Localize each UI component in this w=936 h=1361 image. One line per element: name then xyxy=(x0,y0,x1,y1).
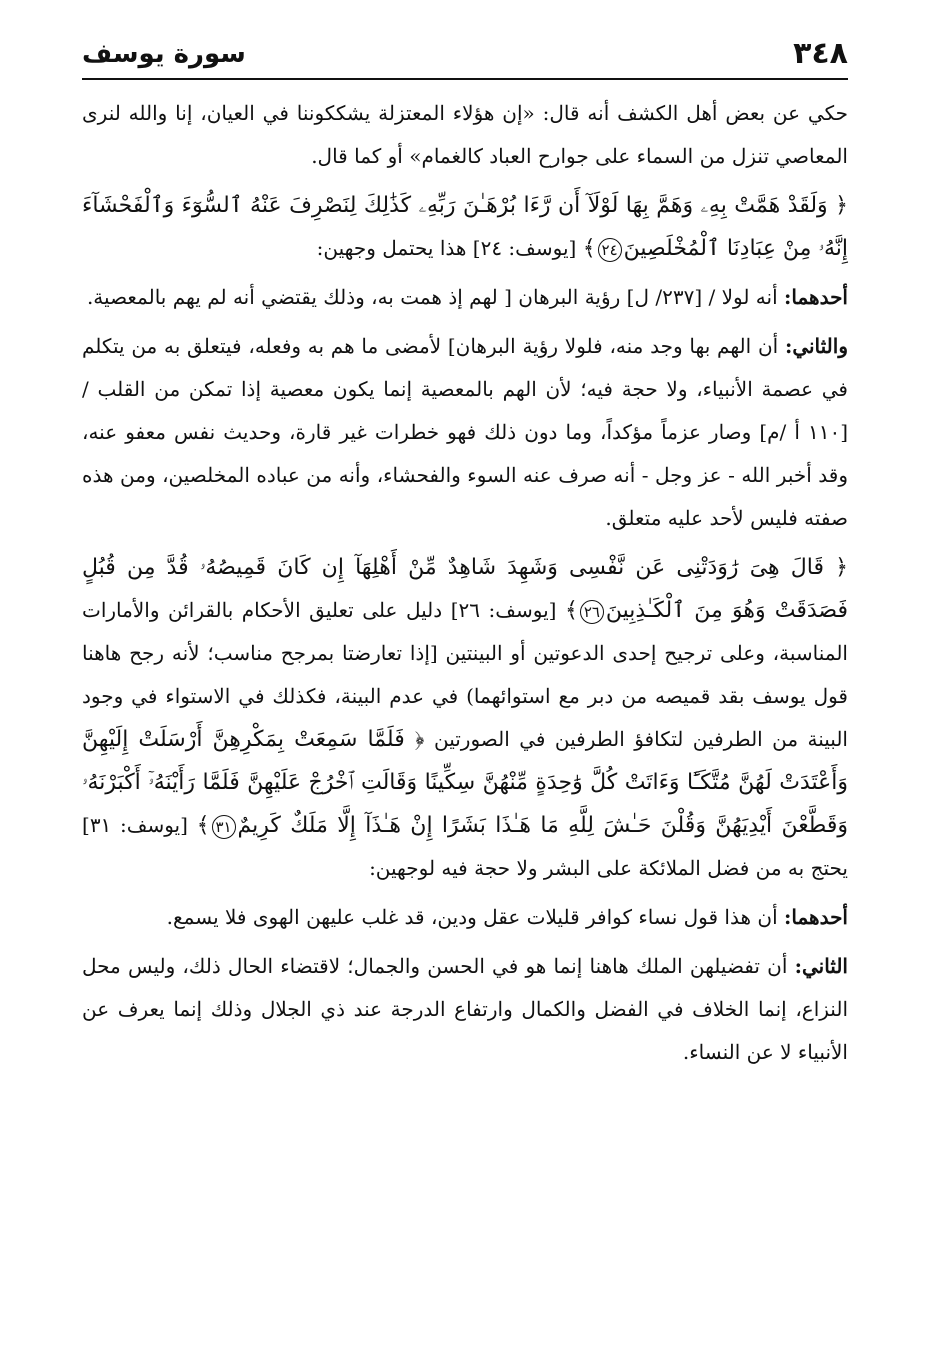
body-text: حكي عن بعض أهل الكشف أنه قال: «إن هؤلاء المعتزلة يشككوننا في العيان، إنا والله لنرى المعاصي تنزل من السماء على جوارح العباد كالغمام» أو كما قال. xyxy=(82,101,848,168)
paragraph-p4 xyxy=(82,325,848,540)
body-text: أن الهم بها وجد منه، فلولا رؤية البرهان] لأمضى ما هم به وفعله، فيتعلق به من يتكلم في عصمة الأنبياء، ولا حجة فيه؛ لأن الهم بالمعصية إنما يكون معصية إذا تمكن من القلب / [١١٠ أ /م] وصار عزماً مؤكداً، وما دون ذلك فهو خطرات غير قارة، وحديث نفس معفو عنه، وقد أخبر الله - عز وجل - أنه صرف عنه السوء والفحشاء، وأنه من عباده المخلصين، ومن هذه صفته فليس لأحد عليه متعلق. xyxy=(82,334,848,530)
page-header xyxy=(82,30,848,80)
quran-verse: ﴿ قَالَ هِىَ رَٰوَدَتْنِى عَن نَّفْسِى وَشَهِدَ شَاهِدٌ مِّنْ أَهْلِهَآ إِن كَانَ قَمِيصُهُۥ قُدَّ مِن قُبُلٍ فَصَدَقَتْ وَهُوَ مِنَ ٱلْكَـٰذِبِينَ xyxy=(82,555,849,623)
paragraph-p3 xyxy=(82,276,848,319)
quran-verse: ﴿ وَلَقَدْ هَمَّتْ بِهِۦ وَهَمَّ بِهَا لَوْلَآ أَن رَّءَا بُرْهَـٰنَ رَبِّهِۦ كَذَٰلِكَ لِنَصْرِفَ عَنْهُ ٱلسُّوٓءَ وَٱلْفَحْشَآءَ إِنَّهُۥ مِنْ عِبَادِنَا ٱلْمُخْلَصِينَ xyxy=(82,193,848,261)
ayah-number-marker: ٢٦ xyxy=(580,600,604,624)
point-heading: أحدهما: xyxy=(783,285,848,309)
surah-title: سورة يوسف xyxy=(82,39,246,69)
body-text: [يوسف: ٣١] يحتج به من فضل الملائكة على البشر ولا حجة فيه لوجهين: xyxy=(82,813,848,880)
quran-verse: ﴿ فَلَمَّا سَمِعَتْ بِمَكْرِهِنَّ أَرْسَلَتْ إِلَيْهِنَّ وَأَعْتَدَتْ لَهُنَّ مُتَّكَـًٔا وَءَاتَتْ كُلَّ وَٰحِدَةٍ مِّنْهُنَّ سِكِّينًا وَقَالَتِ ٱخْرُجْ عَلَيْهِنَّ فَلَمَّا رَأَيْنَهُۥٓ أَكْبَرْنَهُۥ وَقَطَّعْنَ أَيْدِيَهُنَّ وَقُلْنَ حَـٰشَ لِلَّهِ مَا هَـٰذَا بَشَرًا إِنْ هَـٰذَآ إِلَّا مَلَكٌ كَرِيمٌ xyxy=(82,727,848,838)
body-text: [يوسف: ٢٦] دليل على تعليق الأحكام بالقرائن والأمارات المناسبة، وعلى ترجيح إحدى الدعوتين أو البينتين [إذا تعارضتا بمرجح مناسب؛ لأنه رجح هاهنا قول يوسف بقد قميصه من دبر مع استوائهما) في عدم البينة، فكذلك في الاستواء في وجود البينة من الطرفين لتكافؤ الطرفين في الصورتين xyxy=(82,598,848,751)
paragraph-p5 xyxy=(82,546,848,890)
paragraph-p2 xyxy=(82,184,848,270)
point-heading: الثاني: xyxy=(794,954,848,978)
ayah-number-marker: ٣١ xyxy=(212,815,236,839)
body-text: أن هذا قول نساء كوافر قليلات عقل ودين، قد غلب عليهن الهوى فلا يسمع. xyxy=(166,905,784,929)
page-body xyxy=(82,92,848,1074)
page-number: ٣٤٨ xyxy=(793,36,848,71)
quran-verse: ﴾ xyxy=(582,236,596,261)
paragraph-p1 xyxy=(82,92,848,178)
body-text: أنه لولا / [٢٣٧/ ل] رؤية البرهان [ لهم إذ همت به، وذلك يقتضي أنه لم يهم بالمعصية. xyxy=(86,285,784,309)
quran-verse: ﴾ xyxy=(564,598,578,623)
point-heading: أحدهما: xyxy=(783,905,848,929)
quran-verse: ﴾ xyxy=(196,813,210,838)
body-text: [يوسف: ٢٤] هذا يحتمل وجهين: xyxy=(316,236,583,260)
book-page xyxy=(82,30,848,1080)
point-heading: والثاني: xyxy=(784,334,848,358)
paragraph-p7 xyxy=(82,945,848,1074)
paragraph-p6 xyxy=(82,896,848,939)
body-text: أن تفضيلهن الملك هاهنا إنما هو في الحسن والجمال؛ لاقتضاء الحال ذلك، وليس محل النزاع، إنما الخلاف في الفضل والكمال وارتفاع الدرجة عند ذي الجلال وذلك إنما يعرف عن الأنبياء لا عن النساء. xyxy=(82,954,848,1064)
ayah-number-marker: ٢٤ xyxy=(598,238,622,262)
